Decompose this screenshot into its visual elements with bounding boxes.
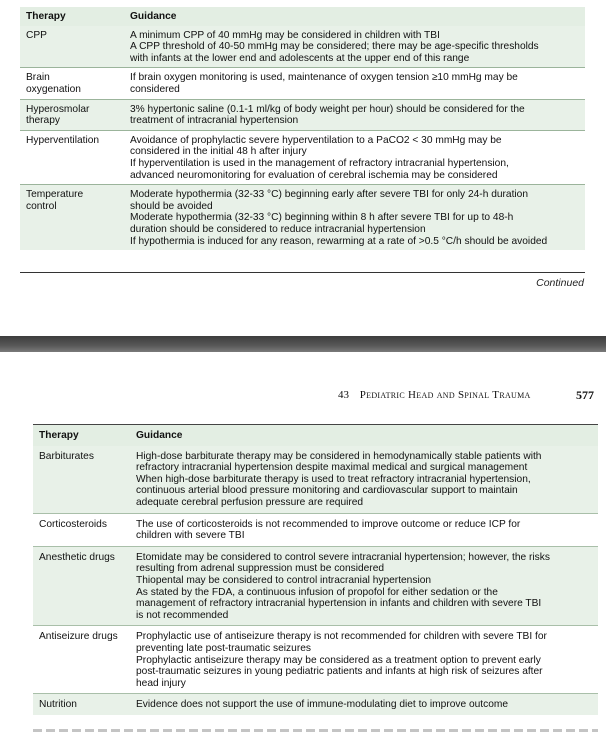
guidance-text: children with severe TBI (136, 530, 245, 542)
guidance-text: considered (130, 83, 180, 95)
table-row (33, 513, 598, 546)
guidance-text: advanced neuromonitoring for evaluation of cerebral ischemia may be considered (130, 169, 498, 181)
therapy-text: Anesthetic drugs (39, 551, 115, 563)
guidance-text: Moderate hypothermia (32-33 °C) beginning early after severe TBI for only 24-h duration (130, 189, 529, 201)
therapy-column-header: Therapy (26, 11, 66, 22)
guidance-text: treatment of intracranial hypertension (130, 115, 299, 127)
therapy-cell (20, 130, 124, 184)
guidance-text: is not recommended (136, 609, 229, 621)
table-row (20, 99, 585, 130)
top-guidance-table (20, 7, 585, 250)
guidance-text: If brain oxygen monitoring is used, maintenance of oxygen tension ≥10 mmHg may be (130, 72, 518, 84)
chapter-title: Pediatric Head and Spinal Trauma (359, 389, 531, 401)
top-table-body (20, 26, 585, 251)
therapy-text: control (26, 200, 57, 212)
guidance-text: refractory intracranial hypertension despite maximal medical and surgical management (136, 462, 528, 474)
guidance-column-header: Guidance (136, 430, 183, 441)
top-table (20, 7, 585, 250)
guidance-cell (124, 68, 585, 99)
therapy-cell (20, 185, 124, 250)
guidance-text: resulting from adrenal suppression must be considered (136, 563, 385, 575)
guidance-cell (124, 130, 585, 184)
continued-note: Continued (536, 277, 584, 289)
table-row (33, 546, 598, 626)
bottom-guidance-table (33, 424, 598, 715)
guidance-text: If hyperventilation is used in the management of refractory intracranial hypertension, (130, 157, 509, 169)
guidance-cell (130, 513, 598, 546)
guidance-cell (124, 185, 585, 250)
table-row (20, 26, 585, 68)
guidance-text: 3% hypertonic saline (0.1-1 ml/kg of body weight per hour) should be considered for the (130, 103, 525, 115)
guidance-text: Thiopental may be considered to control intracranial hypertension (136, 574, 432, 586)
page-separator (0, 336, 606, 352)
page-number: 577 (576, 388, 594, 402)
therapy-cell (20, 26, 124, 68)
guidance-text: Etomidate may be considered to control severe intracranial hypertension; however, the risks (136, 551, 550, 563)
guidance-text: with infants at the lower end and adolescents at the upper end of this range (130, 52, 470, 64)
guidance-text: A minimum CPP of 40 mmHg may be considered in children with TBI (130, 29, 440, 41)
therapy-cell (33, 694, 130, 715)
therapy-text: CPP (26, 29, 47, 41)
guidance-cell (130, 446, 598, 513)
table-row (33, 446, 598, 513)
table-header-row (33, 425, 598, 446)
guidance-cell (130, 694, 598, 715)
guidance-text: High-dose barbiturate therapy may be considered in hemodynamically stable patients with (136, 450, 542, 462)
therapy-cell (33, 546, 130, 626)
guidance-cell (130, 546, 598, 626)
therapy-cell (33, 626, 130, 694)
guidance-text: management of refractory intracranial hypertension in infants and children with severe TBI (136, 598, 542, 610)
therapy-cell (33, 446, 130, 513)
bottom-table (33, 425, 598, 715)
guidance-text: Prophylactic antiseizure therapy may be considered as a treatment option to prevent early (136, 654, 541, 666)
therapy-cell (33, 513, 130, 546)
guidance-text: Evidence does not support the use of immune-modulating diet to improve outcome (136, 699, 509, 711)
guidance-column-header: Guidance (130, 11, 177, 22)
guidance-text: The use of corticosteroids is not recommended to improve outcome or reduce ICP for (136, 518, 521, 530)
table-header-row (20, 7, 585, 26)
chapter-number: 43 (338, 389, 349, 401)
guidance-text: adequate cerebral perfusion pressure are required (136, 496, 364, 508)
therapy-column-header: Therapy (39, 430, 79, 441)
table-row (20, 130, 585, 184)
bottom-table-body (33, 446, 598, 715)
guidance-text: Prophylactic use of antiseizure therapy is not recommended for children with severe TBI for (136, 631, 547, 643)
therapy-text: Antiseizure drugs (39, 631, 118, 643)
therapy-text: therapy (26, 115, 60, 127)
therapy-text: Nutrition (39, 699, 77, 711)
guidance-cell (124, 26, 585, 68)
guidance-text: preventing late post-traumatic seizures (136, 642, 311, 654)
therapy-text: Barbiturates (39, 450, 94, 462)
table-row (20, 185, 585, 250)
table-bottom-rule (20, 272, 585, 273)
table-row (20, 68, 585, 99)
guidance-cell (124, 99, 585, 130)
guidance-text: If hypothermia is induced for any reason, rewarming at a rate of >0.5 °C/h should be avoided (130, 235, 548, 247)
therapy-cell (20, 68, 124, 99)
therapy-text: Brain (26, 72, 50, 84)
chapter-heading (338, 389, 531, 401)
table-row (33, 626, 598, 694)
guidance-text: considered in the initial 48 h after injury (130, 146, 307, 158)
guidance-text: should be avoided (130, 200, 213, 212)
guidance-text: continuous arterial blood pressure monitoring and cardiovascular support to maintain (136, 485, 518, 497)
guidance-cell (130, 626, 598, 694)
running-header (0, 389, 606, 405)
guidance-text: Moderate hypothermia (32-33 °C) beginning within 8 h after severe TBI for up to 48-h (130, 212, 514, 224)
guidance-text: When high-dose barbiturate therapy is used to treat refractory intracranial hypertension, (136, 473, 531, 485)
guidance-text: A CPP threshold of 40-50 mmHg may be considered; there may be age-specific thresholds (130, 41, 539, 53)
guidance-text: head injury (136, 677, 186, 689)
therapy-text: oxygenation (26, 83, 81, 95)
therapy-text: Temperature (26, 189, 84, 201)
therapy-text: Hyperosmolar (26, 103, 90, 115)
therapy-text: Corticosteroids (39, 518, 107, 530)
table-row (33, 694, 598, 715)
guidance-text: post-traumatic seizures in young pediatric patients and infants at high risk of seizures after (136, 666, 543, 678)
guidance-text: duration should be considered to reduce intracranial hypertension (130, 223, 426, 235)
therapy-cell (20, 99, 124, 130)
guidance-text: Avoidance of prophylactic severe hyperventilation to a PaCO2 < 30 mmHg may be (130, 134, 502, 146)
guidance-text: As stated by the FDA, a continuous infusion of propofol for either sedation or the (136, 586, 498, 598)
therapy-text: Hyperventilation (26, 134, 100, 146)
